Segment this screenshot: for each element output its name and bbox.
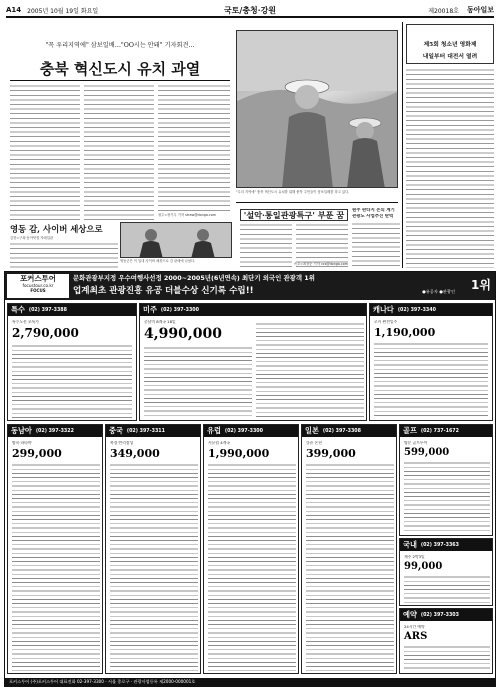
ad-block-phone[interactable]: (02) 397-3340	[397, 307, 436, 313]
ad-block-subtitle: 큐슈 온천	[306, 441, 322, 445]
lead-byline: 청주=장기우 기자 straw@donga.com	[158, 213, 216, 217]
ad-block-phone[interactable]: (02) 397-3308	[322, 428, 361, 434]
ad-block-price: ARS	[404, 631, 428, 642]
ad-block-price: 2,790,000	[12, 326, 79, 340]
ad-block-listing	[306, 463, 394, 671]
ad-block-europe[interactable]	[203, 424, 299, 674]
ad-block-price: 399,000	[306, 447, 356, 460]
ad-block-price: 1,990,000	[208, 447, 270, 460]
lead-photo	[236, 30, 398, 188]
ad-block-subtitle: 특수노선 초특가	[12, 320, 39, 324]
ad-block-southeast-asia[interactable]	[7, 424, 103, 674]
travel-advertisement	[4, 271, 496, 687]
ad-block-listing	[12, 344, 132, 418]
ad-block-phone[interactable]: (02) 397-3363	[420, 542, 459, 548]
ad-block-golf[interactable]	[399, 424, 493, 536]
caricature-text-1	[10, 242, 118, 268]
ad-logo-brand: FOCUS	[30, 288, 46, 293]
ad-block-price: 99,000	[404, 561, 443, 572]
right-box-line2: 내일부터 대전서 열려	[422, 54, 478, 60]
ad-block-listing	[404, 575, 490, 603]
edition-number: 제20018호	[428, 7, 459, 15]
right-column-divider	[402, 22, 403, 268]
ad-block-price: 299,000	[12, 447, 62, 460]
feature-byline: 속초=최창순 기자 ccs@donga.com	[293, 262, 348, 266]
right-box	[406, 24, 494, 64]
ad-block-phone[interactable]: (02) 397-3388	[28, 307, 67, 313]
ad-block-listing	[404, 645, 490, 671]
ad-block-china[interactable]	[105, 424, 201, 674]
lead-column-1	[10, 84, 80, 220]
ad-block-domestic[interactable]	[399, 538, 493, 606]
ad-rank-badge: 1위	[471, 278, 491, 292]
ad-block-subtitle: 24시간 예약	[404, 625, 425, 629]
ad-block-subtitle: 북경·만리장성	[110, 441, 134, 445]
ad-headline-main: 업계최초 관광진흥 유공 더블수상 신기록 수립!!	[73, 286, 254, 296]
ad-block-listing	[110, 463, 198, 671]
ad-block-america[interactable]	[139, 303, 367, 421]
small-story-line2: 관광도 사업추진 탄력	[352, 213, 394, 219]
photo-rule	[236, 202, 398, 203]
ad-block-title: 특수	[11, 305, 25, 314]
feature-headline: '설악·통일관광특구' 부푼 꿈	[243, 210, 345, 220]
ad-block-title: 유럽	[207, 426, 221, 435]
ad-banner	[5, 272, 495, 300]
ad-block-title: 캐나다	[373, 305, 394, 314]
ad-block-subtitle: 명문 골프투어	[404, 441, 428, 445]
ad-block-phone[interactable]: (02) 397-3322	[35, 428, 74, 434]
ad-block-special[interactable]	[7, 303, 137, 421]
ad-cta-text: ●유공자 ●관광인	[422, 289, 455, 294]
lead-rule	[10, 80, 230, 81]
ad-block-phone[interactable]: (02) 397-3300	[160, 307, 199, 313]
ad-block-price: 349,000	[110, 447, 160, 460]
ad-block-canada[interactable]	[369, 303, 493, 421]
ad-block-title: 국내	[403, 540, 417, 549]
farmers-illustration	[237, 31, 398, 188]
ad-block-subtitle: 방콕·파타야	[12, 441, 32, 445]
ad-block-phone[interactable]: (02) 397-3303	[420, 612, 459, 618]
masthead	[6, 4, 494, 18]
ad-block-subtitle: 서유럽 4개국	[208, 441, 230, 445]
ad-block-title: 동남아	[11, 426, 32, 435]
newspaper-name: 동아일보	[466, 5, 494, 14]
ad-footer	[5, 678, 495, 686]
ad-block-subtitle: 로키 완전일주	[374, 320, 398, 324]
feature-headline-box	[240, 209, 348, 221]
ad-block-listing-right	[256, 322, 364, 418]
meeting-illustration	[121, 223, 232, 258]
ad-headline-top: 문화관광부지정 우수여행사선정 2000~2005년(6년연속) 최단기 외국인 관광객 1위	[73, 274, 315, 282]
ad-block-subtitle: 제주 2박3일	[404, 555, 425, 559]
small-story-text	[352, 222, 400, 268]
small-story-heading	[352, 208, 400, 219]
ad-block-title: 골프	[403, 426, 417, 435]
ad-block-title: 미주	[143, 305, 157, 314]
page-number: A14	[6, 6, 22, 14]
lead-kicker: "꼭 우리지역에" 삼보일배…"OO시는 안돼" 기자회견…	[45, 42, 195, 49]
caricature-photo	[120, 222, 232, 258]
ad-block-phone[interactable]: (02) 397-3300	[224, 428, 263, 434]
caricature-headline: 영동 감, 사이버 세상으로	[10, 224, 103, 234]
section-title: 국토/충청·강원	[223, 4, 277, 15]
lead-column-3	[158, 84, 230, 212]
ad-block-price: 1,190,000	[374, 326, 436, 339]
ad-block-phone[interactable]: (02) 737-1672	[420, 428, 459, 434]
right-box-line1: 제5회 청소년 영화제	[423, 42, 477, 48]
ad-logo-name: 포커스투어	[20, 274, 56, 283]
caricature-photo-caption: 영동군은 이 일대 사이버 매장으로 감 판매에 나섰다.	[120, 259, 196, 263]
issue-date: 2005년 10월 19일 화요일	[27, 7, 99, 15]
ad-block-title: 예약	[403, 610, 417, 619]
right-column-text	[406, 68, 494, 268]
ad-block-listing	[12, 463, 100, 671]
ad-block-reservation[interactable]	[399, 608, 493, 674]
ad-footer-text: 포커스투어 (주)포커스투어 대표전화 02-397-3300 · 서울 종로구 · 관광사업등록 제2000-000001호	[9, 679, 196, 684]
ad-block-listing-left	[144, 346, 252, 418]
ad-block-price: 599,000	[404, 447, 450, 458]
ad-block-price: 4,990,000	[144, 326, 222, 342]
lead-headline: 충북 혁신도시 유치 과열	[39, 60, 201, 78]
ad-block-phone[interactable]: (02) 397-3311	[126, 428, 165, 434]
ad-block-japan[interactable]	[301, 424, 397, 674]
ad-block-subtitle: 중남미 8개국 18일	[144, 320, 176, 324]
ad-block-listing	[374, 342, 488, 418]
ad-logo[interactable]	[7, 274, 69, 298]
lead-photo-caption: "우리 지역에" 충북 혁신도시 유치를 위해 충북 주민들이 삼보일배를 하고 있다.	[236, 190, 350, 194]
ad-block-title: 중국	[109, 426, 123, 435]
small-story-line1: 원주 판타지 논의 계기	[352, 208, 395, 213]
lead-column-2	[84, 84, 154, 220]
ad-block-listing	[404, 461, 490, 533]
ad-block-listing	[208, 463, 296, 671]
ad-logo-url: focustour.co.kr	[22, 283, 54, 288]
ad-block-title: 일본	[305, 426, 319, 435]
caricature-byline: 김천=구희·동아닷컴 자매업판	[10, 236, 54, 240]
